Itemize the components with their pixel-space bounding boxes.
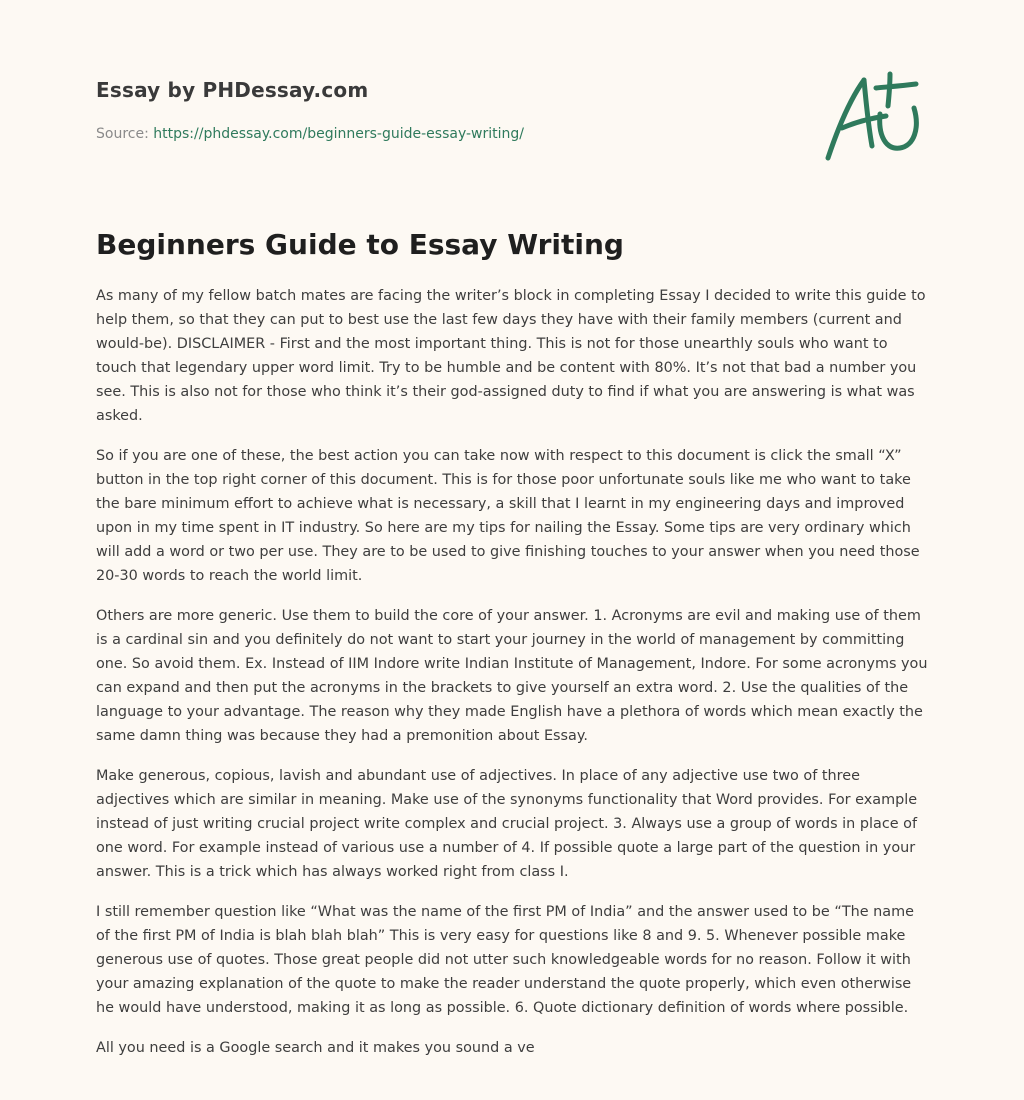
article-body — [96, 284, 931, 1076]
source-label: Source: — [96, 126, 154, 142]
article-paragraph-4: Make generous, copious, lavish and abundant use of adjectives. In place of any adjective use two of three adjectives which are similar in meaning. Make use of the synonyms functionality that Word provides. For example instead of just writing crucial project write complex and crucial project. 3. Always use a group of words in place of one word. For example instead of various use a number of 4. If possible quote a large part of the question in your answer. This is a trick which has always worked right from class I. — [96, 768, 918, 880]
source-line — [96, 124, 524, 144]
article-paragraph-1: As many of my fellow batch mates are facing the writer’s block in completing Essay I decided to write this guide to help them, so that they can put to best use the last few days they have with their family members (current and would-be). DISCLAIMER - First and the most important thing. This is not for those unearthly souls who want to touch that legendary upper word limit. Try to be humble and be content with 80%. It’s not that bad a number you see. This is also not for those who think it’s their god-assigned duty to find if what you are answering is what was asked. — [96, 288, 926, 424]
article-paragraph-5: I still remember question like “What was the name of the first PM of India” and the answer used to be “The name of the first PM of India is blah blah blah” This is very easy for questions like 8 and 9. 5. Whenever possible make generous use of quotes. Those great people did not utter such knowledgeable words for no reason. Follow it with your amazing explanation of the quote to make the reader understand the quote properly, which even otherwise he would have understood, making it as long as possible. 6. Quote dictionary definition of words where possible. — [96, 904, 914, 1016]
site-brand: Essay by PHDessay.com — [96, 78, 369, 102]
a-plus-grade-icon — [820, 66, 930, 166]
site-header — [96, 76, 796, 104]
article-paragraph-3: Others are more generic. Use them to build the core of your answer. 1. Acronyms are evil and making use of them is a cardinal sin and you definitely do not want to start your journey in the world of management by committing one. So avoid them. Ex. Instead of IIM Indore write Indian Institute of Management, Indore. For some acronyms you can expand and then put the acronyms in the brackets to give yourself an extra word. 2. Use the qualities of the language to your advantage. The reason why they made English have a plethora of words which mean exactly the same damn thing was because they had a premonition about Essay. — [96, 608, 928, 744]
article-title: Beginners Guide to Essay Writing — [96, 228, 624, 261]
article-paragraph-6: All you need is a Google search and it makes you sound a ve — [96, 1040, 535, 1056]
article-paragraph-2: So if you are one of these, the best action you can take now with respect to this document is click the small “X” button in the top right corner of this document. This is for those poor unfortunate souls like me who want to take the bare minimum effort to achieve what is necessary, a skill that I learnt in my engineering days and improved upon in my time spent in IT industry. So here are my tips for nailing the Essay. Some tips are very ordinary which will add a word or two per use. They are to be used to give finishing touches to your answer when you need those 20-30 words to reach the world limit. — [96, 448, 920, 584]
source-link[interactable]: https://phdessay.com/beginners-guide-essay-writing/ — [153, 126, 524, 142]
